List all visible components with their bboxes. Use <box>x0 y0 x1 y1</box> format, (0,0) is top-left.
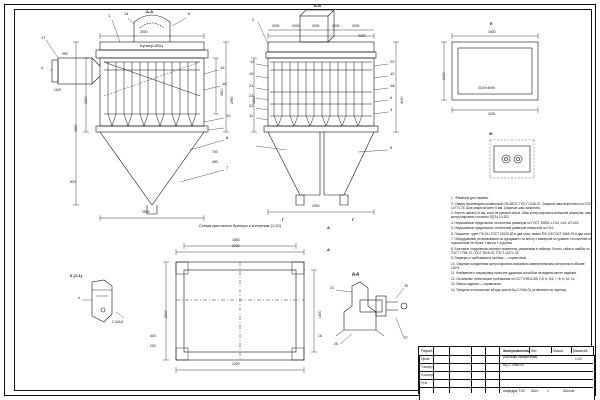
callout-8: 8 <box>226 135 229 140</box>
dim-plan-4: 1800 <box>318 310 322 318</box>
title-block-scale-value: 1:20 <box>575 357 582 361</box>
dim-bb-4000: 4000 <box>400 96 404 104</box>
callout-10: 10 <box>226 113 231 118</box>
note-8: 8. Болтовые соединения затянуть моментом, указанным в таблице. Болты, гайки и шайбы по ГОСТ 7798-70, ГОСТ 5915-70, ГОСТ 11371-78. <box>451 246 590 255</box>
callout-dd-26: 26 <box>334 342 338 346</box>
dim-plan-5: 2200 <box>232 362 240 366</box>
callout-dd-24: 24 <box>330 286 334 290</box>
note-5: 5. Неуказанные предельные отклонения размеров отверстий по H14. <box>451 226 555 230</box>
title-block-sheet-label: Лист <box>531 389 539 393</box>
note-1: 1. *Размеры для справок. <box>451 196 489 200</box>
dim-front-1100: 1100 <box>54 88 62 92</box>
callout-22: 22 <box>249 103 254 108</box>
note-12: 12. Остальные технические требования по ОСТ 5.9912-83; 2,5; 4; 5,6; 7; 8; 9; 10; 11. <box>451 276 576 281</box>
title-block-row-3: Н.контр. <box>421 373 435 377</box>
callout-23: 23 <box>249 93 254 98</box>
dim-front-2990: 2990 <box>230 96 234 104</box>
technical-requirements <box>451 196 593 293</box>
note-6: 6. Покрытие: грунт ГФ-021 ГОСТ 25129-82 в два слоя; эмаль ПФ-115 ГОСТ 6465-76 в два слоя. <box>451 231 592 236</box>
dim-k-6: 6 <box>78 296 80 300</box>
note-10: 10. Сварные соединения контролировать визуально-измерительным контролем в объеме 100%. <box>451 261 585 270</box>
note-4: 4. Неуказанные предельные отклонения размеров по ГОСТ 30893.1-H14, h14, ±IT14/2. <box>451 220 580 225</box>
section-mark-g2: Г <box>352 217 355 222</box>
callout-12: 12 <box>390 71 395 76</box>
section-mark-a-bottom: А <box>327 225 330 230</box>
dim-bb-2: 2000 <box>292 24 300 28</box>
dim-bb-5: 2000 <box>352 24 360 28</box>
note-11: 11. Клеймение и маркировку наносить ударным способом на видном месте изделия. <box>451 271 577 275</box>
dim-front-2500: 2500 <box>142 210 150 214</box>
plan-view-title: Схема крепления бункера к колоннам (1:20) <box>198 223 282 228</box>
callout-3: 3 <box>390 107 393 112</box>
title-block-title-3: 6Ц-2-7х5н-З1 <box>503 363 524 367</box>
title-block-row-4: Утв. <box>421 381 428 385</box>
title-block-title-1: Золоуловитель <box>503 349 530 353</box>
dim-bb-4: 2000 <box>332 24 340 28</box>
callout-21: 21 <box>249 83 254 88</box>
callout-15: 15 <box>220 65 225 70</box>
title-block <box>418 346 594 394</box>
dim-plan-2: 1800 <box>232 238 240 242</box>
dim-front-990: 990 <box>62 52 68 56</box>
dim-front-1500: 1500 <box>84 96 88 104</box>
callout-4: 4 <box>41 65 44 70</box>
dim-front-450: 450 <box>212 160 218 164</box>
dim-e-1100: 1100 <box>488 112 496 116</box>
section-mark-k: К (1:1) <box>70 273 82 278</box>
section-mark-dd: Д-Д <box>352 271 360 276</box>
title-block-row-0: Разраб. <box>421 349 434 353</box>
callout-dd-25: 25 <box>404 284 408 288</box>
callout-2: 2 <box>252 17 255 22</box>
section-mark-aa: А-А <box>146 9 154 14</box>
callout-1: 1 <box>108 13 111 18</box>
title-block-mass: Масса <box>553 349 564 353</box>
callout-20: 20 <box>390 59 395 64</box>
callout-9: 9 <box>390 95 393 100</box>
dim-e-3100: 3100×400h <box>478 86 496 90</box>
note-9: 9. Размеры и требования в скобках — справочные. <box>451 256 528 260</box>
title-block-org: Кафедра ТЭС <box>503 389 526 393</box>
note-7: 7. Оборудование устанавливать на фундамент по месту с выверкой по уровню; отклонение от горизонтали не более 1 мм на 1 м длины. <box>451 237 592 245</box>
dim-plan-1: 2200 <box>232 244 240 248</box>
title-block-row-1: Пров. <box>421 357 430 361</box>
callout-18: 18 <box>390 83 395 88</box>
title-block-row-2: Т.контр. <box>421 365 434 369</box>
dim-front-820: 820 <box>70 180 76 184</box>
dim-front-1800: 1800 <box>74 124 78 132</box>
title-block-sheet-value: 1 <box>547 389 549 393</box>
callout-dd-27: 27 <box>404 336 408 340</box>
dim-bb-3: 2000 <box>312 24 320 28</box>
dim-bb-1: 2000 <box>272 24 280 28</box>
callout-7: 7 <box>226 165 229 170</box>
dim-bb-3200: 3200 <box>358 34 366 38</box>
callout-11: 11 <box>249 113 254 118</box>
dim-e-1000: 1000 <box>442 72 446 80</box>
dim-front-750: 750 <box>212 150 218 154</box>
callout-19: 19 <box>249 71 254 76</box>
title-block-lit: Лит. <box>531 349 538 353</box>
dim-e-1500: 1500 <box>488 30 496 34</box>
section-mark-zh: Ж <box>489 131 493 136</box>
dim-plan-3: 2200 <box>164 310 168 318</box>
note-14: 14. Пределы контрольные сборку шахты 6ц-2-7х5н-З1 установить по чертежу. <box>451 287 567 292</box>
callout-6: 6 <box>188 11 191 16</box>
dim-bb-1500: 1500 <box>252 96 256 104</box>
note-13: 13. Масса изделия — справочная. <box>451 282 502 286</box>
callout-13: 13 <box>250 59 255 64</box>
note-3: 3. Катеты швов К=6 мм, если не указано иначе. Швы контролировать внешним осмотром; швы контролировать согласно РД 34.10-202. <box>451 211 592 219</box>
callout-17: 17 <box>41 35 46 40</box>
dim-k-holes: 2-3х5,6 <box>112 320 124 324</box>
callout-14: 14 <box>124 11 129 16</box>
section-mark-g: Г <box>282 217 285 222</box>
dim-front-3810: 3810 <box>220 88 224 96</box>
callout-16: 16 <box>222 81 227 86</box>
section-mark-bb: Б-Б <box>314 3 322 8</box>
callout-dd-16: 16 <box>318 334 322 338</box>
section-mark-a-bottom2: А <box>327 247 330 252</box>
title-block-title-2: (система батарейная) <box>503 355 538 359</box>
callout-5: 5 <box>390 145 393 150</box>
front-view-note: Бункер-ИВЦ <box>140 43 163 48</box>
dim-bb-2000b: 2000 <box>312 204 320 208</box>
dim-plan-6: 200 <box>150 344 156 348</box>
dim-front-2000: 2000 <box>140 30 148 34</box>
title-block-scale-label: Масштаб <box>573 349 588 353</box>
section-mark-e: Е <box>490 21 493 26</box>
dim-plan-7: 600 <box>150 334 156 338</box>
title-block-sheets-label: Листов <box>563 389 575 393</box>
note-2: 2. Сварку производить проволокой СВ-08Г2С ГОСТ 2246-70. Сварные швы выполнять по ГОСТ 14771-76. Шов сварной катет 6 мм. Сварные швы зачистить. <box>451 201 593 210</box>
